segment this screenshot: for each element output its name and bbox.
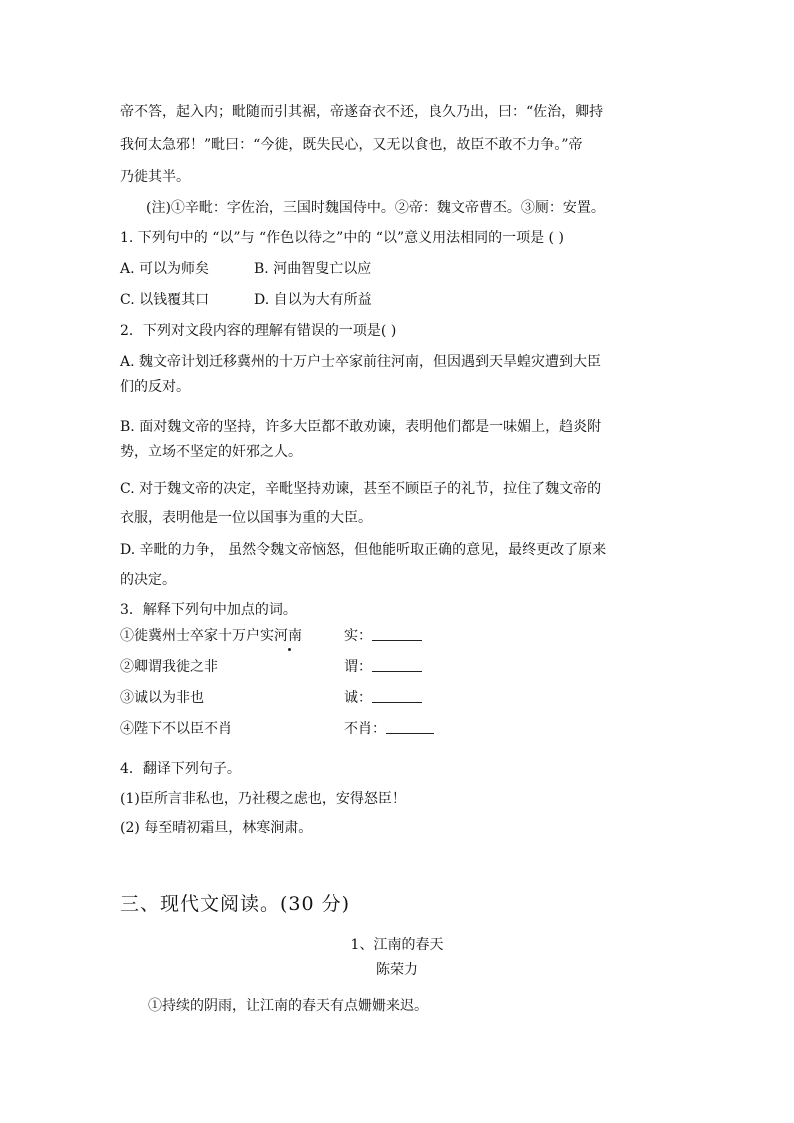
q2-option-b-line-2: 势，立场不坚定的奸邪之人。 — [120, 444, 302, 460]
q3-stem: 3．解释下列句中加点的词。 — [120, 602, 297, 618]
answer-blank[interactable] — [372, 626, 422, 641]
section-heading: 三、现代文阅读。(30 分) — [120, 893, 351, 915]
q3-item-3-word: 诚： — [344, 690, 372, 706]
q3-item-2-word: 谓： — [344, 659, 372, 675]
q2-option-c-line-1: C. 对于魏文帝的决定，辛毗坚持劝谏，甚至不顾臣子的礼节，拉住了魏文帝的 — [120, 481, 602, 497]
passage-line-1: 帝不答，起入内；毗随而引其裾，帝遂奋衣不还，良久乃出，曰：“佐治，卿持 — [120, 104, 604, 120]
answer-blank[interactable] — [386, 719, 434, 734]
q3-item-2-sentence: ②卿谓我徙之非 — [120, 659, 218, 675]
passage-line-2: 我何太急邪！”毗曰：“今徙，既失民心，又无以食也，故臣不敢不力争。”帝 — [120, 137, 583, 153]
q3-item-3-answer — [344, 688, 422, 708]
q1-option-a: A. 可以为师矣 — [120, 261, 210, 277]
q3-item-3-sentence: ③诚以为非也 — [120, 690, 204, 706]
q3-item-1-word: 实： — [344, 628, 372, 644]
q2-option-b-line-1: B. 面对魏文帝的坚持，许多大臣都不敢劝谏，表明他们都是一味媚上，趋炎附 — [120, 419, 602, 435]
q2-option-c-line-2: 衣服，表明他是一位以国事为重的大臣。 — [120, 510, 372, 526]
q3-item-4-word: 不肖： — [344, 721, 386, 737]
answer-blank[interactable] — [372, 688, 422, 703]
article-author: 陈荣力 — [376, 962, 418, 978]
q1-option-c: C. 以钱覆其口 — [120, 292, 210, 308]
article-paragraph-1: ①持续的阴雨，让江南的春天有点姗姗来迟。 — [148, 998, 428, 1014]
article-title: 1、江南的春天 — [350, 937, 444, 953]
q2-option-d-line-1: D. 辛毗的力争， 虽然令魏文帝恼怒，但他能听取正确的意见，最终更改了原来 — [120, 542, 607, 558]
q3-item-1-answer — [344, 626, 422, 646]
passage-line-3: 乃徙其半。 — [120, 169, 190, 185]
q4-stem: 4．翻译下列句子。 — [120, 761, 241, 777]
q4-sentence-2: (2) 每至晴初霜旦，林寒涧肃。 — [120, 820, 313, 836]
q2-option-a-line-1: A. 魏文帝计划迁移冀州的十万户士卒家前往河南，但因遇到天旱蝗灾遭到大臣 — [120, 354, 602, 370]
q2-option-d-line-2: 的决定。 — [120, 572, 176, 588]
q3-item-2-answer — [344, 657, 422, 677]
emphasis-dot — [288, 648, 291, 651]
q1-stem: 1. 下列句中的 “以”与 “作色以待之”中的 “以”意义用法相同的一项是 ( ) — [120, 230, 564, 246]
q1-option-b: B. 河曲智叟亡以应 — [254, 261, 372, 277]
q3-item-1-sentence: ①徙冀州士卒家十万户实河南 — [120, 628, 302, 644]
q2-option-a-line-2: 们的反对。 — [120, 379, 190, 395]
q3-item-4-sentence: ④陛下不以臣不肖 — [120, 721, 232, 737]
q1-option-d: D. 自以为大有所益 — [254, 292, 372, 308]
q3-item-4-answer — [344, 719, 434, 739]
annotation-note: (注)①辛毗：字佐治，三国时魏国侍中。②帝：魏文帝曹丕。③厕：安置。 — [146, 200, 605, 216]
answer-blank[interactable] — [372, 657, 422, 672]
q2-stem: 2．下列对文段内容的理解有错误的一项是( ) — [120, 323, 397, 339]
q4-sentence-1: (1)臣所言非私也，乃社稷之虑也，安得怒臣！ — [120, 791, 406, 807]
